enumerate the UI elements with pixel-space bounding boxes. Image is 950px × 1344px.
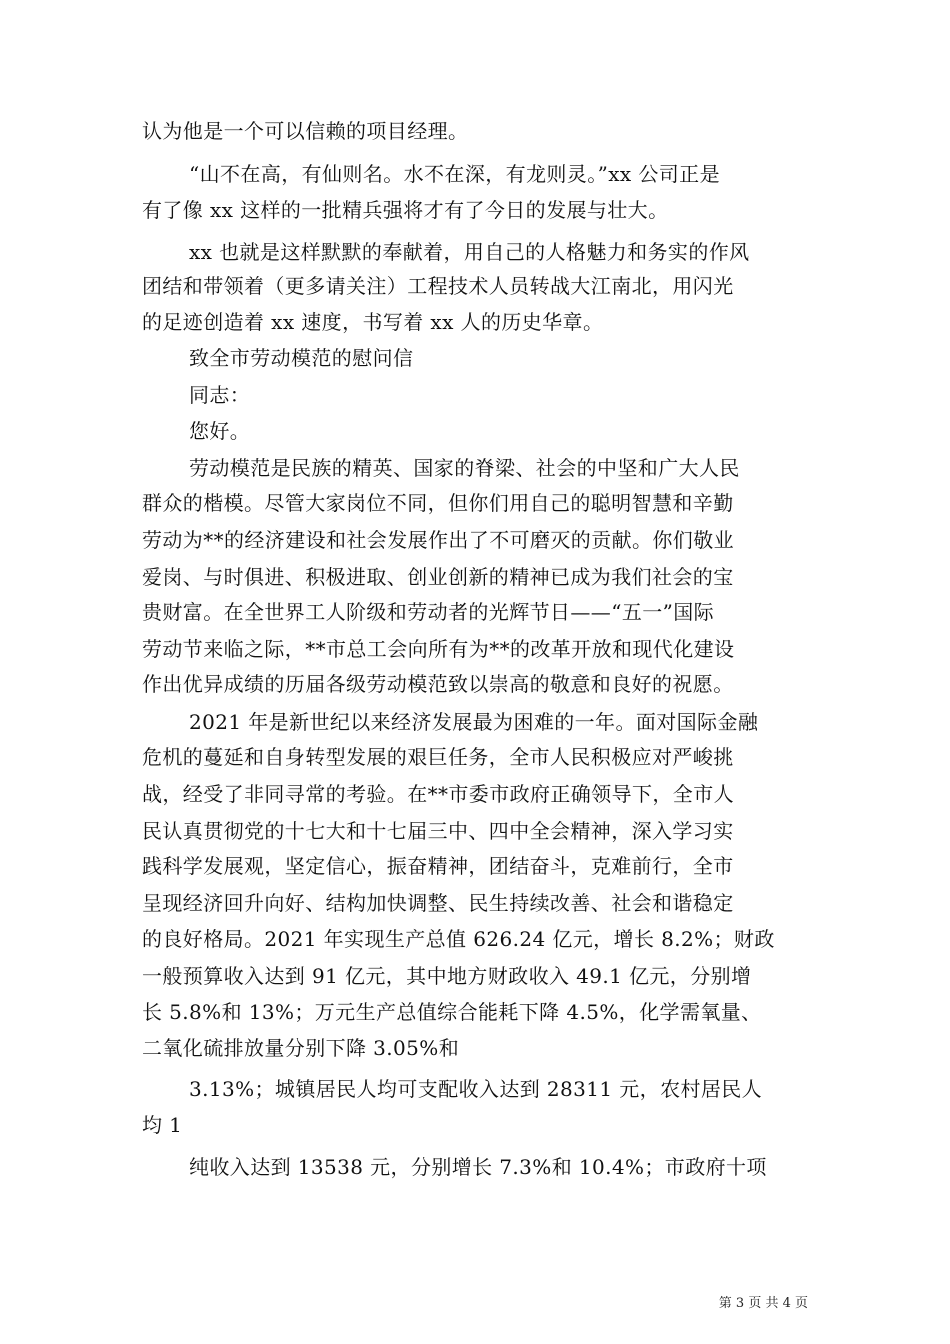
- text-line: 认为他是一个可以信赖的项目经理。: [142, 119, 469, 143]
- text-line: 劳动节来临之际，**市总工会向所有为**的改革开放和现代化建设: [142, 637, 735, 661]
- page-number-footer: 第 3 页 共 4 页: [718, 1296, 808, 1311]
- text-line: 均 1: [142, 1113, 183, 1137]
- text-line: 践科学发展观，坚定信心，振奋精神，团结奋斗，克难前行，全市: [142, 854, 734, 878]
- text-line: 二氧化硫排放量分别下降 3.05%和: [142, 1036, 460, 1060]
- text-line: 作出优异成绩的历届各级劳动模范致以崇高的敬意和良好的祝愿。: [142, 672, 734, 696]
- text-line: 一般预算收入达到 91 亿元，其中地方财政收入 49.1 亿元，分别增: [142, 964, 752, 988]
- text-line: 纯收入达到 13538 元，分别增长 7.3%和 10.4%；市政府十项: [189, 1155, 767, 1179]
- text-line: 3.13%；城镇居民人均可支配收入达到 28311 元，农村居民人: [189, 1077, 763, 1101]
- greeting: 您好。: [189, 419, 251, 443]
- text-line: 的足迹创造着 xx 速度，书写着 xx 人的历史华章。: [142, 310, 604, 334]
- text-line: 劳动模范是民族的精英、国家的脊梁、社会的中坚和广大人民: [189, 456, 740, 480]
- letter-title: 致全市劳动模范的慰问信: [189, 346, 414, 370]
- text-line: 2021 年是新世纪以来经济发展最为困难的一年。面对国际金融: [189, 710, 759, 734]
- text-line: 危机的蔓延和自身转型发展的艰巨任务，全市人民积极应对严峻挑: [142, 745, 734, 769]
- text-line: 呈现经济回升向好、结构加快调整、民生持续改善、社会和谐稳定: [142, 891, 734, 915]
- text-line: 民认真贯彻党的十七大和十七届三中、四中全会精神，深入学习实: [142, 819, 734, 843]
- text-line: 长 5.8%和 13%；万元生产总值综合能耗下降 4.5%，化学需氧量、: [142, 1000, 762, 1024]
- text-line: 劳动为**的经济建设和社会发展作出了不可磨灭的贡献。你们敬业: [142, 528, 734, 552]
- text-line: “山不在高，有仙则名。水不在深，有龙则灵。”xx 公司正是: [189, 162, 720, 186]
- salutation: 同志：: [189, 383, 251, 407]
- text-line: 贵财富。在全世界工人阶级和劳动者的光辉节日——“五一”国际: [142, 600, 715, 624]
- text-line: 爱岗、与时俱进、积极进取、创业创新的精神已成为我们社会的宝: [142, 565, 734, 589]
- text-line: 有了像 xx 这样的一批精兵强将才有了今日的发展与壮大。: [142, 198, 669, 222]
- text-line: xx 也就是这样默默的奉献着，用自己的人格魅力和务实的作风: [189, 240, 750, 264]
- text-line: 的良好格局。2021 年实现生产总值 626.24 亿元，增长 8.2%；财政: [142, 927, 775, 951]
- text-line: 战，经受了非同寻常的考验。在**市委市政府正确领导下，全市人: [142, 782, 734, 806]
- text-line: 团结和带领着（更多请关注）工程技术人员转战大江南北，用闪光: [142, 274, 734, 298]
- text-line: 群众的楷模。尽管大家岗位不同，但你们用自己的聪明智慧和辛勤: [142, 491, 734, 515]
